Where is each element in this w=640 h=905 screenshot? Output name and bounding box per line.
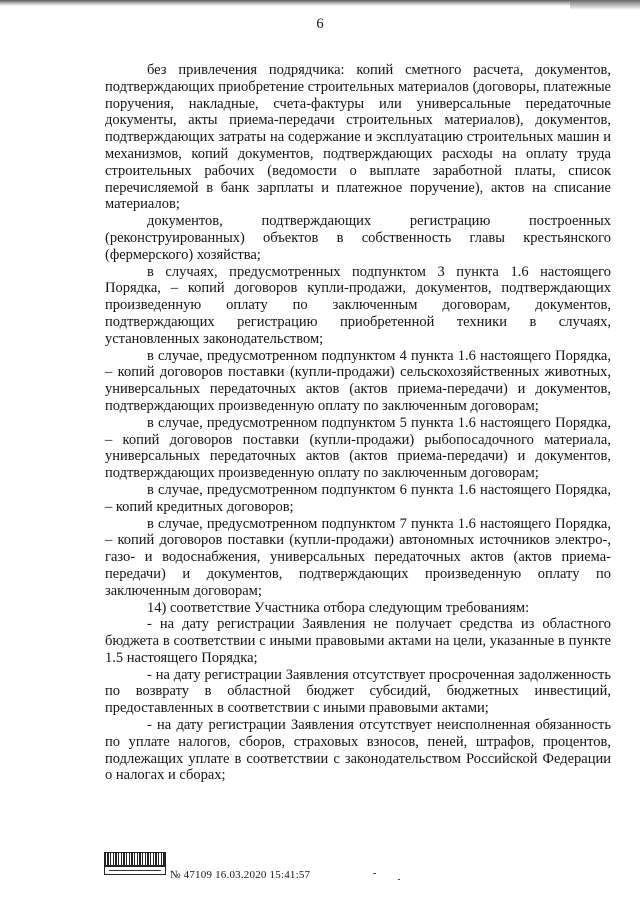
paragraph-10: - на дату регистрации Заявления отсутствует просроченная задолженность по возврату в областной бюджет субсидий, бюджетных инвестиций, предоставленных в соответствии с иными правовыми актами; bbox=[105, 666, 611, 717]
paragraph-7: в случае, предусмотренном подпунктом 7 пункта 1.6 настоящего Порядка, – копий договоров поставки (купли-продажи) автономных источников электро-, газо- и водоснабжения, универсальных передаточных актов (актов приема-передачи) и документов, подтверждающих произведенную оплату по заключенным договорам; bbox=[105, 515, 611, 599]
paragraph-5: в случае, предусмотренном подпунктом 5 пункта 1.6 настоящего Порядка, – копий договоров поставки (купли-продажи) рыбопосадочного материала, универсальных передаточных актов (актов приема-передачи) и документов, подтверждающих произведенную оплату по заключенным договорам; bbox=[105, 414, 611, 482]
document-body bbox=[105, 62, 611, 784]
document-stamp-icon bbox=[104, 852, 164, 874]
scan-top-edge bbox=[0, 0, 640, 6]
paragraph-6: в случае, предусмотренном подпунктом 6 пункта 1.6 настоящего Порядка, – копий кредитных договоров; bbox=[105, 481, 611, 515]
page-number: 6 bbox=[316, 16, 324, 32]
scan-speck bbox=[373, 873, 376, 874]
paragraph-4: в случае, предусмотренном подпунктом 4 пункта 1.6 настоящего Порядка, – копий договоров поставки (купли-продажи) сельскохозяйственных животных, универсальных передаточных актов (актов приема-передачи) и документов, подтверждающих произведенную оплату по заключенным договорам; bbox=[105, 347, 611, 414]
paragraph-9: - на дату регистрации Заявления не получает средства из областного бюджета в соответствии с иными правовыми актами на цели, указанные в пункте 1.5 настоящего Порядка; bbox=[105, 616, 611, 666]
scan-speck bbox=[398, 879, 400, 880]
paragraph-3: в случаях, предусмотренных подпунктом 3 пункта 1.6 настоящего Порядка, – копий договоров купли-продажи, документов, подтверждающих произведенную оплату по заключенным договорам, документов, подтверждающих регистрацию приобретенной техники в случаях, установленных законодательством; bbox=[105, 263, 611, 347]
paragraph-2: документов, подтверждающих регистрацию построенных (реконструированных) объектов в собственность главы крестьянского (фермерского) хозяйства; bbox=[105, 213, 611, 263]
registration-stamp: № 47109 16.03.2020 15:41:57 bbox=[170, 869, 311, 881]
stamp-barcode bbox=[104, 852, 166, 866]
stamp-band bbox=[104, 866, 166, 875]
scan-top-right-shadow bbox=[570, 0, 640, 10]
paragraph-1: без привлечения подрядчика: копий сметного расчета, документов, подтверждающих приобретение строительных материалов (договоры, платежные поручения, накладные, счета-фактуры или универсальные передаточные документы, акты приема-передачи строительных материалов), документов, подтверждающих затраты на содержание и эксплуатацию строительных машин и механизмов, копий документов, подтверждающих расходы на оплату труда строительных рабочих (ведомости о выплате заработной платы, список перечисляемой в банк зарплаты и платежное поручение), актов на списание материалов; bbox=[105, 62, 611, 213]
paragraph-8: 14) соответствие Участника отбора следующим требованиям: bbox=[147, 599, 530, 616]
paragraph-11: - на дату регистрации Заявления отсутствует неисполненная обязанность по уплате налогов, сборов, страховых взносов, пеней, штрафов, процентов, подлежащих уплате в соответствии с законодательством Российской Федерации о налогах и сборах; bbox=[105, 717, 611, 784]
